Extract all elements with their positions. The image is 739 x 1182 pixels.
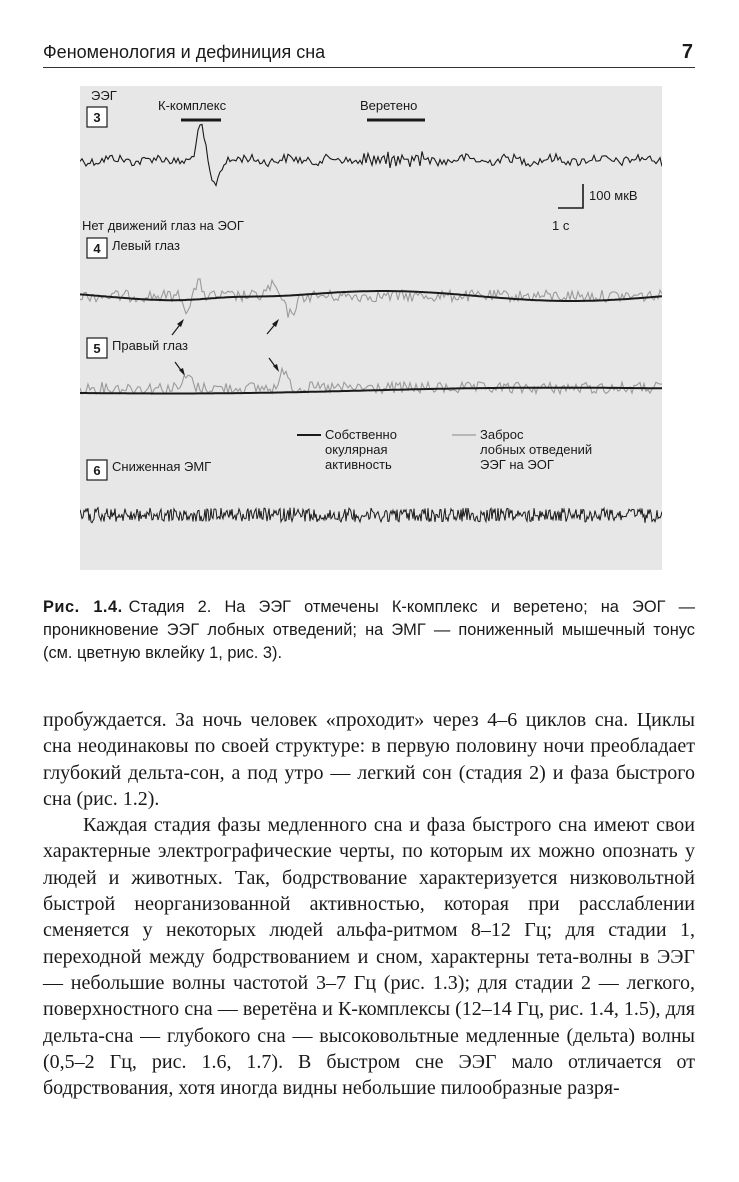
paragraph-2: Каждая стадия фазы медленного сна и фаза быстрого сна имеют свои характерные электрографические черты, по которым их можно опознать у людей и животных. Так, бодрствование характеризуется низковольтной быстрой неорганизованной активностью, которая при расслаблении сменяется у некоторых людей альфа-ритмом 8–12 Гц; для стадии 1, переходной между бодрствованием и сном, характерны тета-волны в ЭЭГ — небольшие волны частотой 3–7 Гц (рис. 1.3); для стадии 2 — легкого, поверхностного сна — веретёна и К-комплексы (12–14 Гц, рис. 1.4, 1.5), для дельта-сна — глубокого сна — высоковольтные медленные (дельта) волны (0,5–2 Гц, рис. 1.6, 1.7). В быстром сне ЭЭГ мало отличается от бодрствования, хотя иногда видны небольшие пилообразные разря- [43,814,695,1100]
eeg-trace [80,124,662,185]
figure-1-4 [80,86,662,570]
legend-own-line3: активность [325,457,392,472]
legend-eeg-line3: ЭЭГ на ЭОГ [480,457,554,472]
panel-6-number: 6 [93,463,101,478]
legend-eeg-line2: лобных отведений [480,442,593,457]
k-complex-label: К-комплекс [158,98,227,113]
scale-amplitude: 100 мкВ [589,188,638,203]
panel-5-number: 5 [93,341,101,356]
caption-label: Рис. 1.4. [43,598,123,616]
header-rule [43,67,695,68]
scale-time: 1 с [552,218,570,233]
spindle-label: Веретено [360,98,418,113]
left-eye-label: Левый глаз [112,238,180,253]
running-header [43,42,695,68]
legend-eeg-line1: Заброс [480,427,524,442]
eeg-label: ЭЭГ [91,88,117,103]
legend-own-line2: окулярная [325,442,388,457]
panel-3-number: 3 [93,110,101,125]
running-header-title: Феноменология и дефиниция сна [43,42,326,62]
caption-text: Стадия 2. На ЭЭГ отмечены К-комплекс и веретено; на ЭОГ — проникновение ЭЭГ лобных отведений; на ЭМГ — пониженный мышечный тонус (см. цветную вклейку 1, рис. 3). [43,598,695,662]
figure-caption [43,596,695,665]
legend-own-line1: Собственно [325,427,397,442]
left-eye-eeg-leak-trace [80,279,662,318]
emg-label: Сниженная ЭМГ [112,459,212,474]
page-number: 7 [681,41,693,63]
arrow-2-head [272,319,279,327]
paragraph-1: пробуждается. За ночь человек «проходит» через 4–6 циклов сна. Циклы сна неодинаковы по своей структуре: в первую половину ночи преобладает глубокий дельта-сон, а под утро — легкий сон (стадия 2) и фаза быстрого сна (рис. 1.2). [43,709,695,810]
arrow-1-head [177,319,184,327]
no-eye-movement-label: Нет движений глаз на ЭОГ [82,218,244,233]
panel-4-number: 4 [93,241,101,256]
emg-trace [80,508,662,523]
right-eye-label: Правый глаз [112,338,189,353]
figure-svg [80,86,662,570]
scale-bar [558,184,583,208]
body-text [43,707,695,1101]
